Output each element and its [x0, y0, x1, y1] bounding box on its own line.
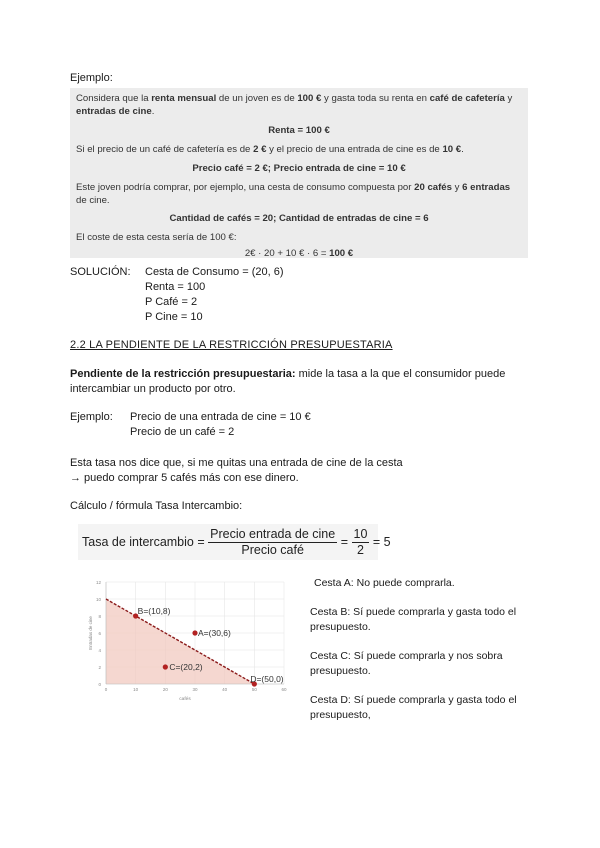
- solution-line: Cesta de Consumo = (20, 6): [145, 266, 284, 278]
- tasa-line-1: Esta tasa nos dice que, si me quitas una entrada de cine de la cesta: [70, 457, 403, 469]
- formula-fraction-numbers: $\frac{10}{2}$: [353, 527, 368, 557]
- answer-b: Cesta B: Sí puede comprarla y gasta todo el presupuesto.: [310, 606, 517, 633]
- answer-c: Cesta C: Sí puede comprarla y nos sobra presupuesto.: [310, 650, 503, 677]
- y-tick-label: 2: [98, 665, 101, 670]
- x-tick-label: 30: [192, 687, 198, 692]
- box-paragraph-3b: de cine.: [76, 195, 110, 206]
- y-tick-label: 4: [98, 648, 101, 653]
- example2-line-1: Precio de una entrada de cine = 10 €: [130, 411, 311, 423]
- formula-lhs: Tasa de intercambio =: [82, 535, 205, 549]
- example2-label: Ejemplo:: [70, 411, 113, 423]
- definition-line-2: intercambiar un producto por otro.: [70, 383, 236, 395]
- box-paragraph-2: Si el precio de un café de cafetería es de 2 € y el precio de una entrada de cine es de 10 €.: [76, 144, 464, 155]
- solution-label: SOLUCIÓN:: [70, 266, 131, 278]
- x-tick-label: 20: [162, 687, 168, 692]
- x-tick-label: 0: [104, 687, 108, 692]
- answer-a: Cesta A: No puede comprarla.: [314, 577, 455, 589]
- section-heading: 2.2 LA PENDIENTE DE LA RESTRICCIÓN PRESUPUESTARIA: [70, 339, 393, 351]
- box-paragraph-3: Este joven podría comprar, por ejemplo, una cesta de consumo compuesta por 20 cafés y 6 entradas: [76, 182, 511, 193]
- solution-line: P Café = 2: [145, 296, 198, 308]
- y-tick-label: 10: [95, 597, 101, 602]
- box-renta: Renta = 100 €: [268, 125, 330, 136]
- data-point-label: A=(30,6): [198, 628, 231, 638]
- data-point: [192, 630, 197, 635]
- y-tick-label: 12: [95, 580, 101, 585]
- data-point-label: C=(20,2): [169, 662, 203, 672]
- box-calculo: 2€ · 20 + 10 € · 6 = 100 €: [244, 248, 354, 259]
- x-tick-label: 10: [133, 687, 139, 692]
- definition-line-1: Pendiente de la restricción presupuestaria: mide la tasa a la que el consumidor puede: [70, 368, 506, 380]
- calc-label: Cálculo / fórmula Tasa Intercambio:: [70, 500, 243, 512]
- example-box: [70, 88, 528, 258]
- box-paragraph-1: Considera que la renta mensual de un joven es de 100 € y gasta toda su renta en café de cafetería y: [76, 93, 513, 104]
- box-cantidades: Cantidad de cafés = 20; Cantidad de entradas de cine = 6: [169, 213, 429, 224]
- budget-chart: [84, 574, 294, 704]
- y-tick-label: 8: [98, 614, 101, 619]
- box-paragraph-1b: entradas de cine.: [76, 106, 155, 117]
- formula: Tasa de intercambio = $\frac{\text{Precio entrada de cine}}{\text{Precio café}}$ = $\frac{10}{2}$ = 5: [78, 524, 378, 560]
- x-tick-label: 40: [222, 687, 228, 692]
- answer-d: Cesta D: Sí puede comprarla y gasta todo el presupuesto,: [310, 694, 517, 721]
- y-tick-label: 6: [98, 631, 101, 636]
- data-point: [163, 664, 168, 669]
- y-tick-label: 0: [98, 682, 101, 687]
- y-axis-label: Entradas de cine: [88, 616, 93, 650]
- tasa-line-2: → puedo comprar 5 cafés más con ese dinero.: [70, 472, 299, 484]
- example-label: Ejemplo:: [70, 72, 113, 84]
- x-axis-label: cafés: [179, 697, 191, 702]
- data-point-label: D=(50,0): [250, 674, 284, 684]
- solution-line: Renta = 100: [145, 281, 206, 293]
- x-tick-label: 60: [281, 687, 287, 692]
- box-coste: El coste de esta cesta sería de 100 €:: [76, 232, 237, 243]
- formula-fraction-words: $\frac{\text{Precio entrada de cine}}{\text{Precio café}}$: [210, 527, 336, 557]
- box-precios: Precio café = 2 €; Precio entrada de cine = 10 €: [192, 163, 406, 174]
- data-point-label: B=(10,8): [137, 606, 171, 616]
- budget-chart-svg: [84, 574, 294, 704]
- example2-line-2: Precio de un café = 2: [130, 426, 235, 438]
- x-tick-label: 50: [251, 687, 257, 692]
- solution-line: P Cine = 10: [145, 311, 203, 323]
- formula-result: = 5: [372, 535, 391, 549]
